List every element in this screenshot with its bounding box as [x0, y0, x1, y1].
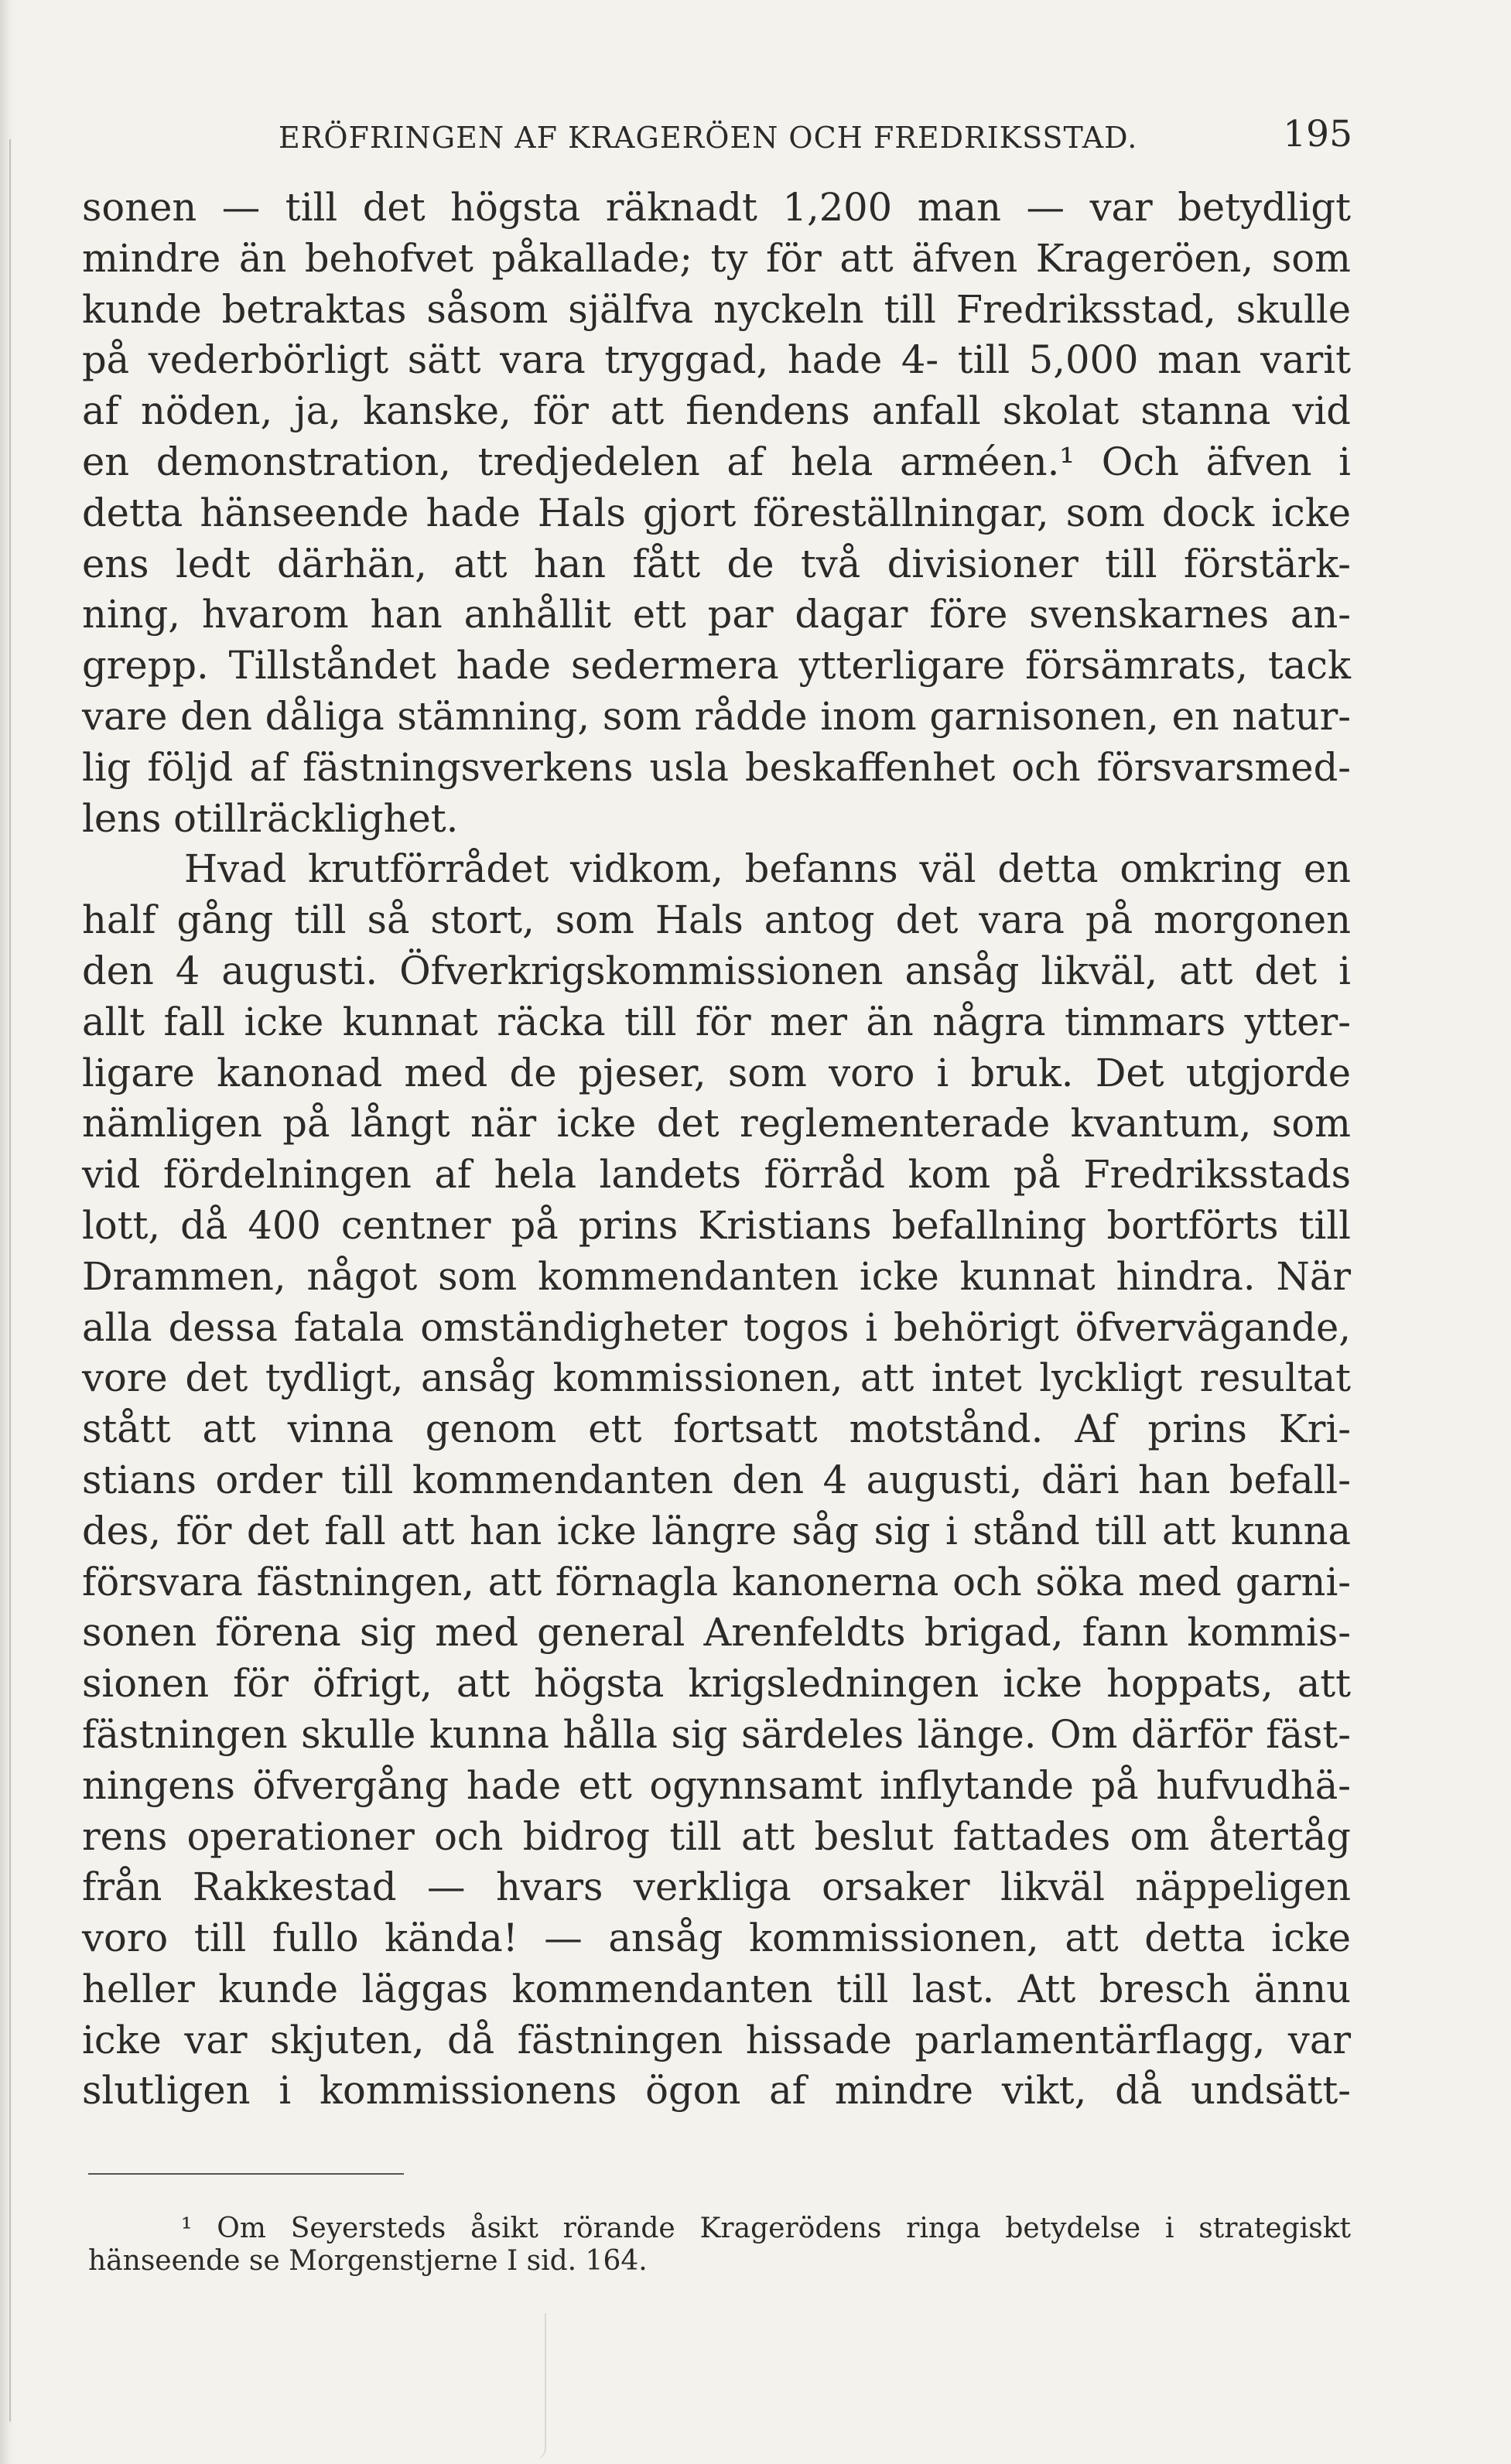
text-line: Drammen, något som kommendanten icke kunnat hindra. När [82, 1253, 1351, 1299]
text-line: kunde betraktas såsom själfva nyckeln till Fredriksstad, skulle [82, 286, 1351, 332]
text-line: allt fall icke kunnat räcka till för mer än några timmars ytter- [82, 999, 1351, 1044]
text-line: des, för det fall att han icke längre såg sig i stånd till att kunna [82, 1508, 1351, 1553]
page-number: 195 [1283, 113, 1352, 155]
text-line: af nöden, ja, kanske, för att fiendens anfall skolat stanna vid [82, 388, 1351, 434]
text-line: sionen för öfrigt, att högsta krigsledningen icke hoppats, att [82, 1661, 1351, 1707]
footnote [88, 2213, 1351, 2278]
running-title: ERÖFRINGEN AF KRAGERÖEN OCH FREDRIKSSTAD. [279, 121, 1138, 155]
binding-line [9, 139, 11, 2421]
page-header [279, 113, 1352, 159]
text-line: vid fördelningen af hela landets förråd kom på Fredriksstads [82, 1152, 1351, 1198]
text-line: på vederbörligt sätt vara tryggad, hade 4- till 5,000 man varit [82, 337, 1351, 383]
text-line: voro till fullo kända! — ansåg kommissionen, att detta icke [82, 1915, 1351, 1961]
text-line: lens otillräcklighet. [82, 795, 459, 841]
text-line: ningens öfvergång hade ett ogynnsamt inflytande på hufvudhä- [82, 1762, 1351, 1808]
text-line: mindre än behofvet påkallade; ty för att äfven Krageröen, som [82, 235, 1351, 281]
text-line: lig följd af fästningsverkens usla beskaffenhet och försvarsmed- [82, 744, 1351, 790]
text-line: rens operationer och bidrog till att beslut fattades om återtåg [82, 1813, 1351, 1859]
footnote-line: hänseende se Morgenstjerne I sid. 164. [88, 2245, 648, 2277]
page-left-edge [0, 0, 14, 2464]
text-line: stått att vinna genom ett fortsatt motstånd. Af prins Kri- [82, 1406, 1351, 1452]
text-line: sonen — till det högsta räknadt 1,200 man — var betydligt [82, 185, 1351, 230]
text-line: från Rakkestad — hvars verkliga orsaker likväl näppeligen [82, 1864, 1351, 1910]
text-line: grepp. Tillståndet hade sedermera ytterligare försämrats, tack [82, 643, 1351, 689]
text-line: ens ledt därhän, att han fått de två divisioner till förstärk- [82, 541, 1351, 586]
text-line: icke var skjuten, då fästningen hissade parlamentärflagg, var [82, 2017, 1351, 2062]
body-text [82, 183, 1351, 2117]
text-line: stians order till kommendanten den 4 augusti, däri han befall- [82, 1457, 1351, 1502]
text-line: den 4 augusti. Öfverkrigskommissionen ansåg likväl, att det i [82, 948, 1351, 993]
text-line: alla dessa fatala omständigheter togos i behörigt öfvervägande, [82, 1304, 1351, 1350]
page-curl [534, 2313, 546, 2460]
text-line: detta hänseende hade Hals gjort föreställningar, som dock icke [82, 490, 1351, 535]
text-line: heller kunde läggas kommendanten till last. Att bresch ännu [82, 1966, 1351, 2011]
text-line: vore det tydligt, ansåg kommissionen, att intet lyckligt resultat [82, 1355, 1351, 1401]
text-line: en demonstration, tredjedelen af hela arméen.¹ Och äfven i [82, 439, 1351, 484]
footnote-line: ¹ Om Seyersteds åsikt rörande Kragerödens ringa betydelse i strategiskt [181, 2213, 1351, 2244]
text-line: ning, hvarom han anhållit ett par dagar före svenskarnes an- [82, 592, 1351, 637]
text-line: vare den dåliga stämning, som rådde inom garnisonen, en natur- [82, 693, 1351, 739]
text-line: nämligen på långt när icke det reglementerade kvantum, som [82, 1101, 1351, 1147]
text-line: fästningen skulle kunna hålla sig särdeles länge. Om därför fäst- [82, 1711, 1351, 1757]
text-line: slutligen i kommissionens ögon af mindre vikt, då undsätt- [82, 2068, 1351, 2114]
text-line: sonen förena sig med general Arenfeldts brigad, fann kommis- [82, 1610, 1351, 1656]
text-line: Hvad krutförrådet vidkom, befanns väl detta omkring en [184, 846, 1351, 892]
text-line: försvara fästningen, att förnagla kanonerna och söka med garni- [82, 1559, 1351, 1605]
text-line: half gång till så stort, som Hals antog det vara på morgonen [82, 897, 1351, 943]
footnote-rule [88, 2173, 404, 2175]
text-line: ligare kanonad med de pjeser, som voro i bruk. Det utgjorde [82, 1050, 1351, 1095]
text-line: lott, då 400 centner på prins Kristians befallning bortförts till [82, 1202, 1351, 1248]
